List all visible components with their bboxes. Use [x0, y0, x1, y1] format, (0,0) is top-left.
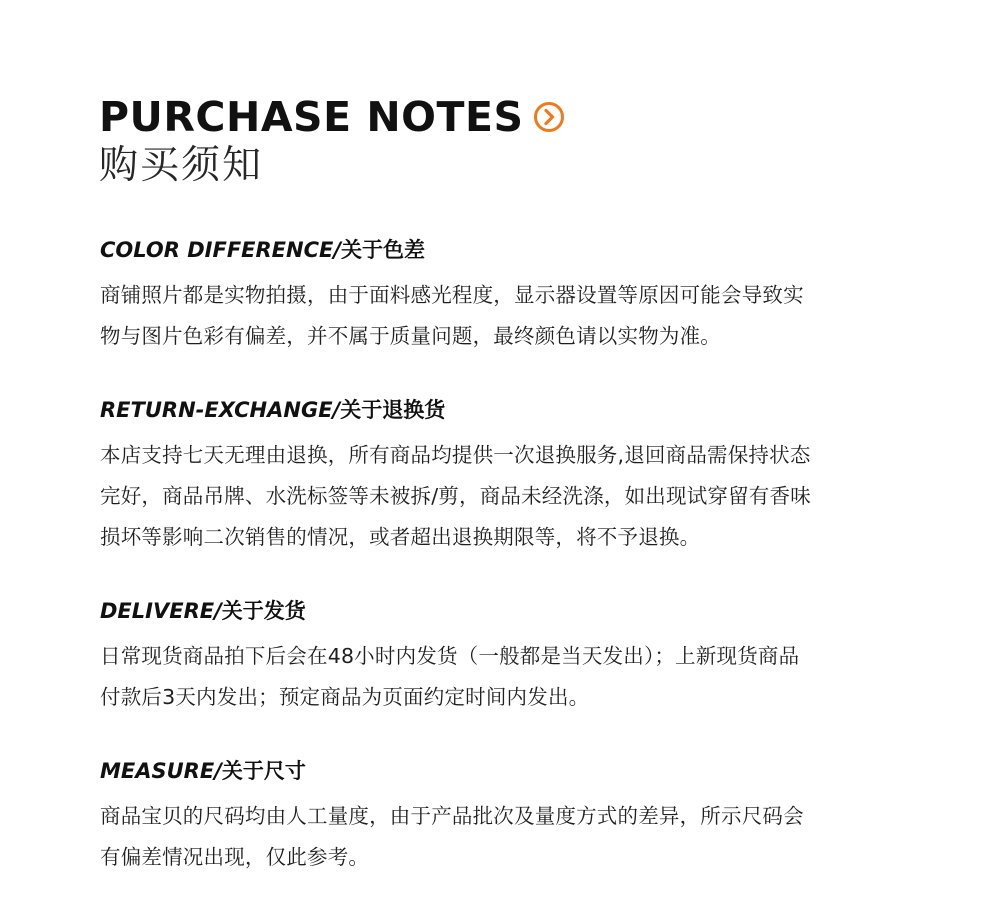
- section-title-english: MEASURE/: [100, 759, 222, 783]
- page-title-english: PURCHASE NOTES: [99, 93, 524, 141]
- section-title: [100, 235, 910, 265]
- section-title: [100, 596, 910, 626]
- section-color-difference: [100, 235, 910, 357]
- section-body: 本店支持七天无理由退换，所有商品均提供一次退换服务,退回商品需保持状态 完好，商品吊牌、水洗标签等未被拆/剪，商品未经洗涤，如出现试穿留有香味 损坏等影响二次销售的情况，或者超出退换期限等，将不予退换。: [100, 443, 811, 549]
- section-title: [100, 756, 910, 786]
- section-title-english: RETURN-EXCHANGE/: [100, 398, 341, 422]
- section-return-exchange: [100, 395, 910, 558]
- section-body: 日常现货商品拍下后会在48小时内发货（一般都是当天发出）；上新现货商品 付款后3天内发出；预定商品为页面约定时间内发出。: [100, 644, 800, 709]
- section-title-english: COLOR DIFFERENCE/: [100, 238, 342, 262]
- section-delivery: [100, 596, 910, 718]
- page-title-chinese: 购买须知: [99, 143, 264, 188]
- title-row: [99, 92, 919, 142]
- chevron-right-circle-icon: [533, 101, 565, 133]
- section-measure: [100, 756, 910, 878]
- section-title-chinese: 关于色差: [341, 238, 426, 262]
- section-title-chinese: 关于尺寸: [221, 759, 306, 783]
- section-title-chinese: 关于发货: [221, 599, 306, 623]
- section-body: 商品宝贝的尺码均由人工量度，由于产品批次及量度方式的差异，所示尺码会 有偏差情况出现，仅此参考。: [100, 804, 804, 869]
- section-title-chinese: 关于退换货: [340, 398, 446, 422]
- section-body: 商铺照片都是实物拍摄，由于面料感光程度，显示器设置等原因可能会导致实 物与图片色彩有偏差，并不属于质量问题，最终颜色请以实物为准。: [100, 283, 804, 348]
- section-title: [100, 395, 910, 425]
- page-header: [99, 92, 919, 189]
- section-title-english: DELIVERE/: [100, 599, 222, 623]
